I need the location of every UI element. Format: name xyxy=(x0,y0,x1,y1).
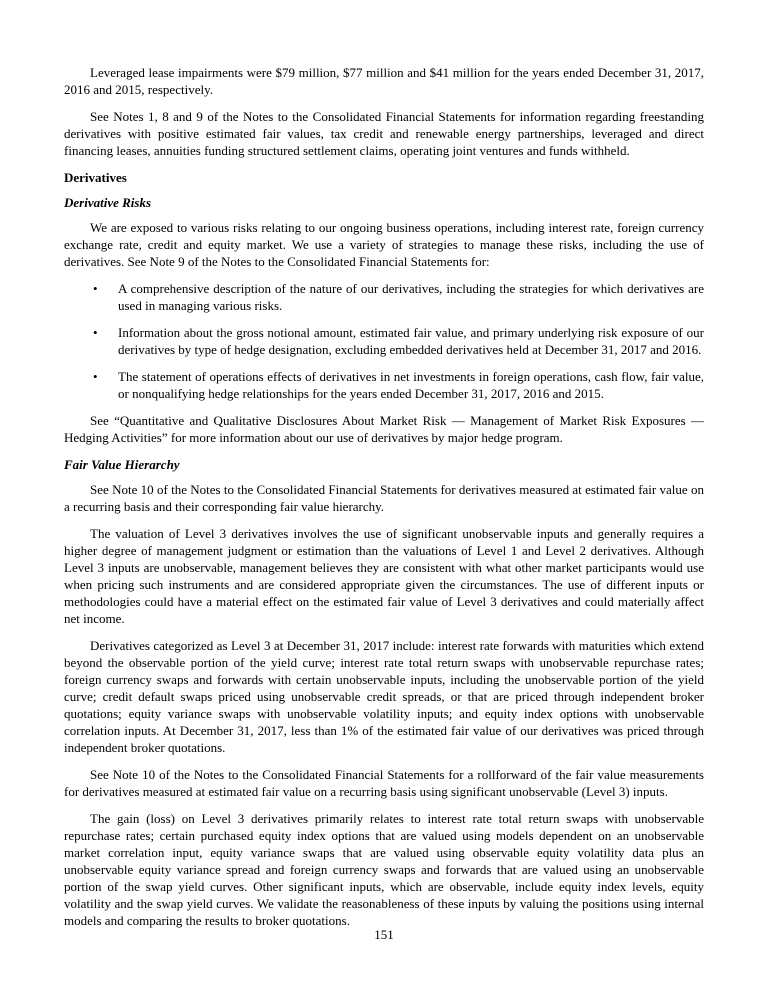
paragraph-quantitative-qualitative: See “Quantitative and Qualitative Disclosures About Market Risk — Management of Market Risk Exposures — Hedging Activities” for more information about our use of derivatives by major hedge program. xyxy=(64,413,704,445)
paragraph-see-notes-1-8-9: See Notes 1, 8 and 9 of the Notes to the Consolidated Financial Statements for information regarding freestanding derivatives with positive estimated fair values, tax credit and renewable energy partnerships, leveraged and direct financing leases, annuities funding structured settlement claims, operating joint ventures and funds withheld. xyxy=(64,109,704,158)
heading-fair-value-hierarchy: Fair Value Hierarchy xyxy=(64,457,180,472)
paragraph-level3-valuation: The valuation of Level 3 derivatives involves the use of significant unobservable inputs and generally requires a higher degree of management judgment or estimation than the valuations of Level 1 and Level 2 derivatives. Although Level 3 inputs are unobservable, management believes they are consistent with what other market participants would use when pricing such instruments and are considered appropriate given the circumstances. The use of different inputs or methodologies could have a material effect on the estimated fair value of Level 3 derivatives and could materially affect net income. xyxy=(64,526,704,626)
list-item xyxy=(64,324,704,358)
paragraph-level3-categorized: Derivatives categorized as Level 3 at December 31, 2017 include: interest rate forwards with maturities which extend beyond the observable portion of the yield curve; interest rate total return swaps with unobservable repurchase rates; foreign currency swaps and forwards with certain unobservable inputs, including the unobservable portion of the yield curve; credit default swaps priced using unobservable credit spreads, or that are priced through independent broker quotations; equity variance swaps with unobservable volatility inputs; and equity index options with unobservable correlation inputs. At December 31, 2017, less than 1% of the estimated fair value of our derivatives was priced through independent broker quotations. xyxy=(64,638,704,755)
bullet-text-gross-notional: Information about the gross notional amount, estimated fair value, and primary underlying risk exposure of our derivatives by type of hedge designation, excluding embedded derivatives held at December 31, 2017 and 2016. xyxy=(118,325,704,357)
paragraph-gain-loss-level3: The gain (loss) on Level 3 derivatives primarily relates to interest rate total return swaps with unobservable repurchase rates; certain purchased equity index options that are valued using models dependent on an unobservable market correlation input, equity variance swaps that are valued using observable equity volatility data plus an unobservable equity variance spread and foreign currency swaps and forwards that are valued using an unobservable portion of the swap yield curves. Other significant inputs, which are observable, include equity index levels, equity volatility and the swap yield curves. We validate the reasonableness of these inputs by valuing the positions using internal models and comparing the results to broker quotations. xyxy=(64,811,704,928)
bullet-icon: • xyxy=(93,369,98,384)
bullet-text-comprehensive-description: A comprehensive description of the nature of our derivatives, including the strategies for which derivatives are used in managing various risks. xyxy=(118,281,704,313)
document-body xyxy=(64,64,704,929)
bullet-text-statement-of-operations: The statement of operations effects of derivatives in net investments in foreign operations, cash flow, fair value, or nonqualifying hedge relationships for the years ended December 31, 2017, 2016 and 2015. xyxy=(118,369,704,401)
heading-derivatives: Derivatives xyxy=(64,170,127,185)
bullet-icon: • xyxy=(93,281,98,296)
paragraph-note10-recurring-basis: See Note 10 of the Notes to the Consolidated Financial Statements for derivatives measured at estimated fair value on a recurring basis and their corresponding fair value hierarchy. xyxy=(64,482,704,514)
bullet-icon: • xyxy=(93,325,98,340)
list-item xyxy=(64,368,704,402)
paragraph-note10-rollforward: See Note 10 of the Notes to the Consolidated Financial Statements for a rollforward of the fair value measurements for derivatives measured at estimated fair value on a recurring basis using significant unobservable (Level 3) inputs. xyxy=(64,767,704,799)
list-item xyxy=(64,280,704,314)
page-number: 151 xyxy=(374,927,394,942)
bullet-list xyxy=(64,280,704,402)
paragraph-risk-exposure: We are exposed to various risks relating to our ongoing business operations, including interest rate, foreign currency exchange rate, credit and equity market. We use a variety of strategies to manage these risks, including the use of derivatives. See Note 9 of the Notes to the Consolidated Financial Statements for: xyxy=(64,220,704,269)
heading-derivative-risks: Derivative Risks xyxy=(64,195,152,210)
paragraph-lease-impairments: Leveraged lease impairments were $79 million, $77 million and $41 million for the years ended December 31, 2017, 2016 and 2015, respectively. xyxy=(64,65,704,97)
